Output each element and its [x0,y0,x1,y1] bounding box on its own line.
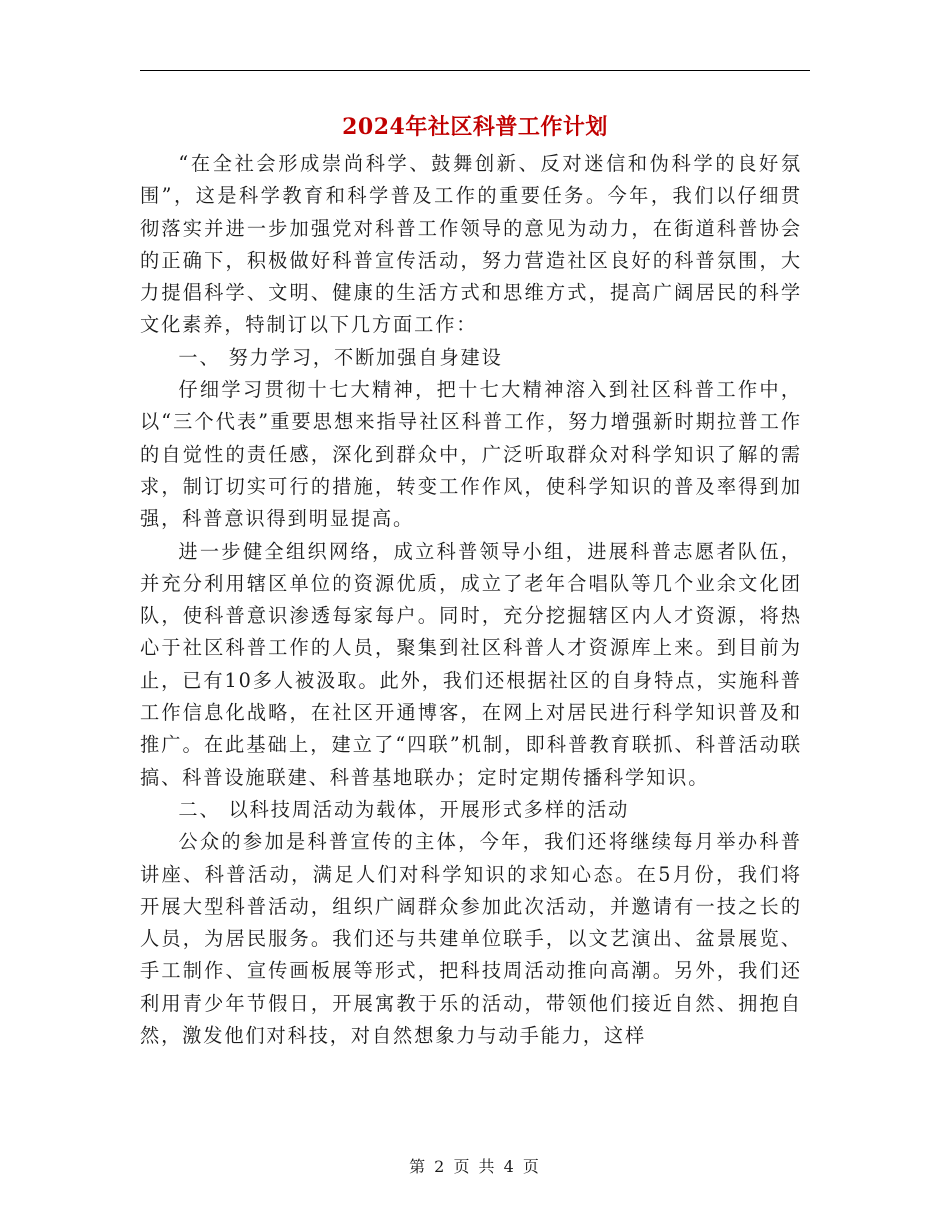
intro-paragraph: “在全社会形成崇尚科学、鼓舞创新、反对迷信和伪科学的良好氛围”，这是科学教育和科学普及工作的重要任务。今年，我们以仔细贯彻落实并进一步加强党对科普工作领导的意见为动力，在街道科普协会的正确下，积极做好科普宣传活动，努力营造社区良好的科普氛围，大力提倡科学、文明、健康的生活方式和思维方式，提高广阔居民的科学文化素养，特制订以下几方面工作： [140,152,802,337]
document-body [140,148,802,1052]
document-title: 2024年社区科普工作计划 [342,114,608,140]
page-number-footer: 第 2 页 共 4 页 [409,1157,541,1176]
section-heading-2: 二、 以科技周活动为载体，开展形式多样的活动 [178,797,630,821]
section-heading-1: 一、 努力学习，不断加强自身建设 [178,345,503,369]
body-paragraph: 公众的参加是科普宣传的主体，今年，我们还将继续每月举办科普讲座、科普活动，满足人们对科学知识的求知心态。在5月份，我们将开展大型科普活动，组织广阔群众参加此次活动，并邀请有一技之长的人员，为居民服务。我们还与共建单位联手，以文艺演出、盆景展览、手工制作、宣传画板展等形式，把科技周活动推向高潮。另外，我们还利用青少年节假日，开展寓教于乐的活动，带领他们接近自然、拥抱自然，激发他们对科技，对自然想象力与动手能力，这样 [140,830,802,1048]
body-paragraph: 仔细学习贯彻十七大精神，把十七大精神溶入到社区科普工作中，以“三个代表”重要思想来指导社区科普工作，努力增强新时期拉普工作的自觉性的责任感，深化到群众中，广泛听取群众对科学知识了解的需求，制订切实可行的措施，转变工作作风，使科学知识的普及率得到加强，科普意识得到明显提高。 [140,378,802,531]
header-rule [140,70,810,71]
body-paragraph: 进一步健全组织网络，成立科普领导小组，进展科普志愿者队伍，并充分利用辖区单位的资源优质，成立了老年合唱队等几个业余文化团队，使科普意识渗透每家每户。同时，充分挖掘辖区内人才资源，将热心于社区科普工作的人员，聚集到社区科普人才资源库上来。到目前为止，已有10多人被汲取。此外，我们还根据社区的自身特点，实施科普工作信息化战略，在社区开通博客，在网上对居民进行科学知识普及和推广。在此基础上，建立了“四联”机制，即科普教育联抓、科普活动联搞、科普设施联建、科普基地联办；定时定期传播科学知识。 [140,539,802,789]
